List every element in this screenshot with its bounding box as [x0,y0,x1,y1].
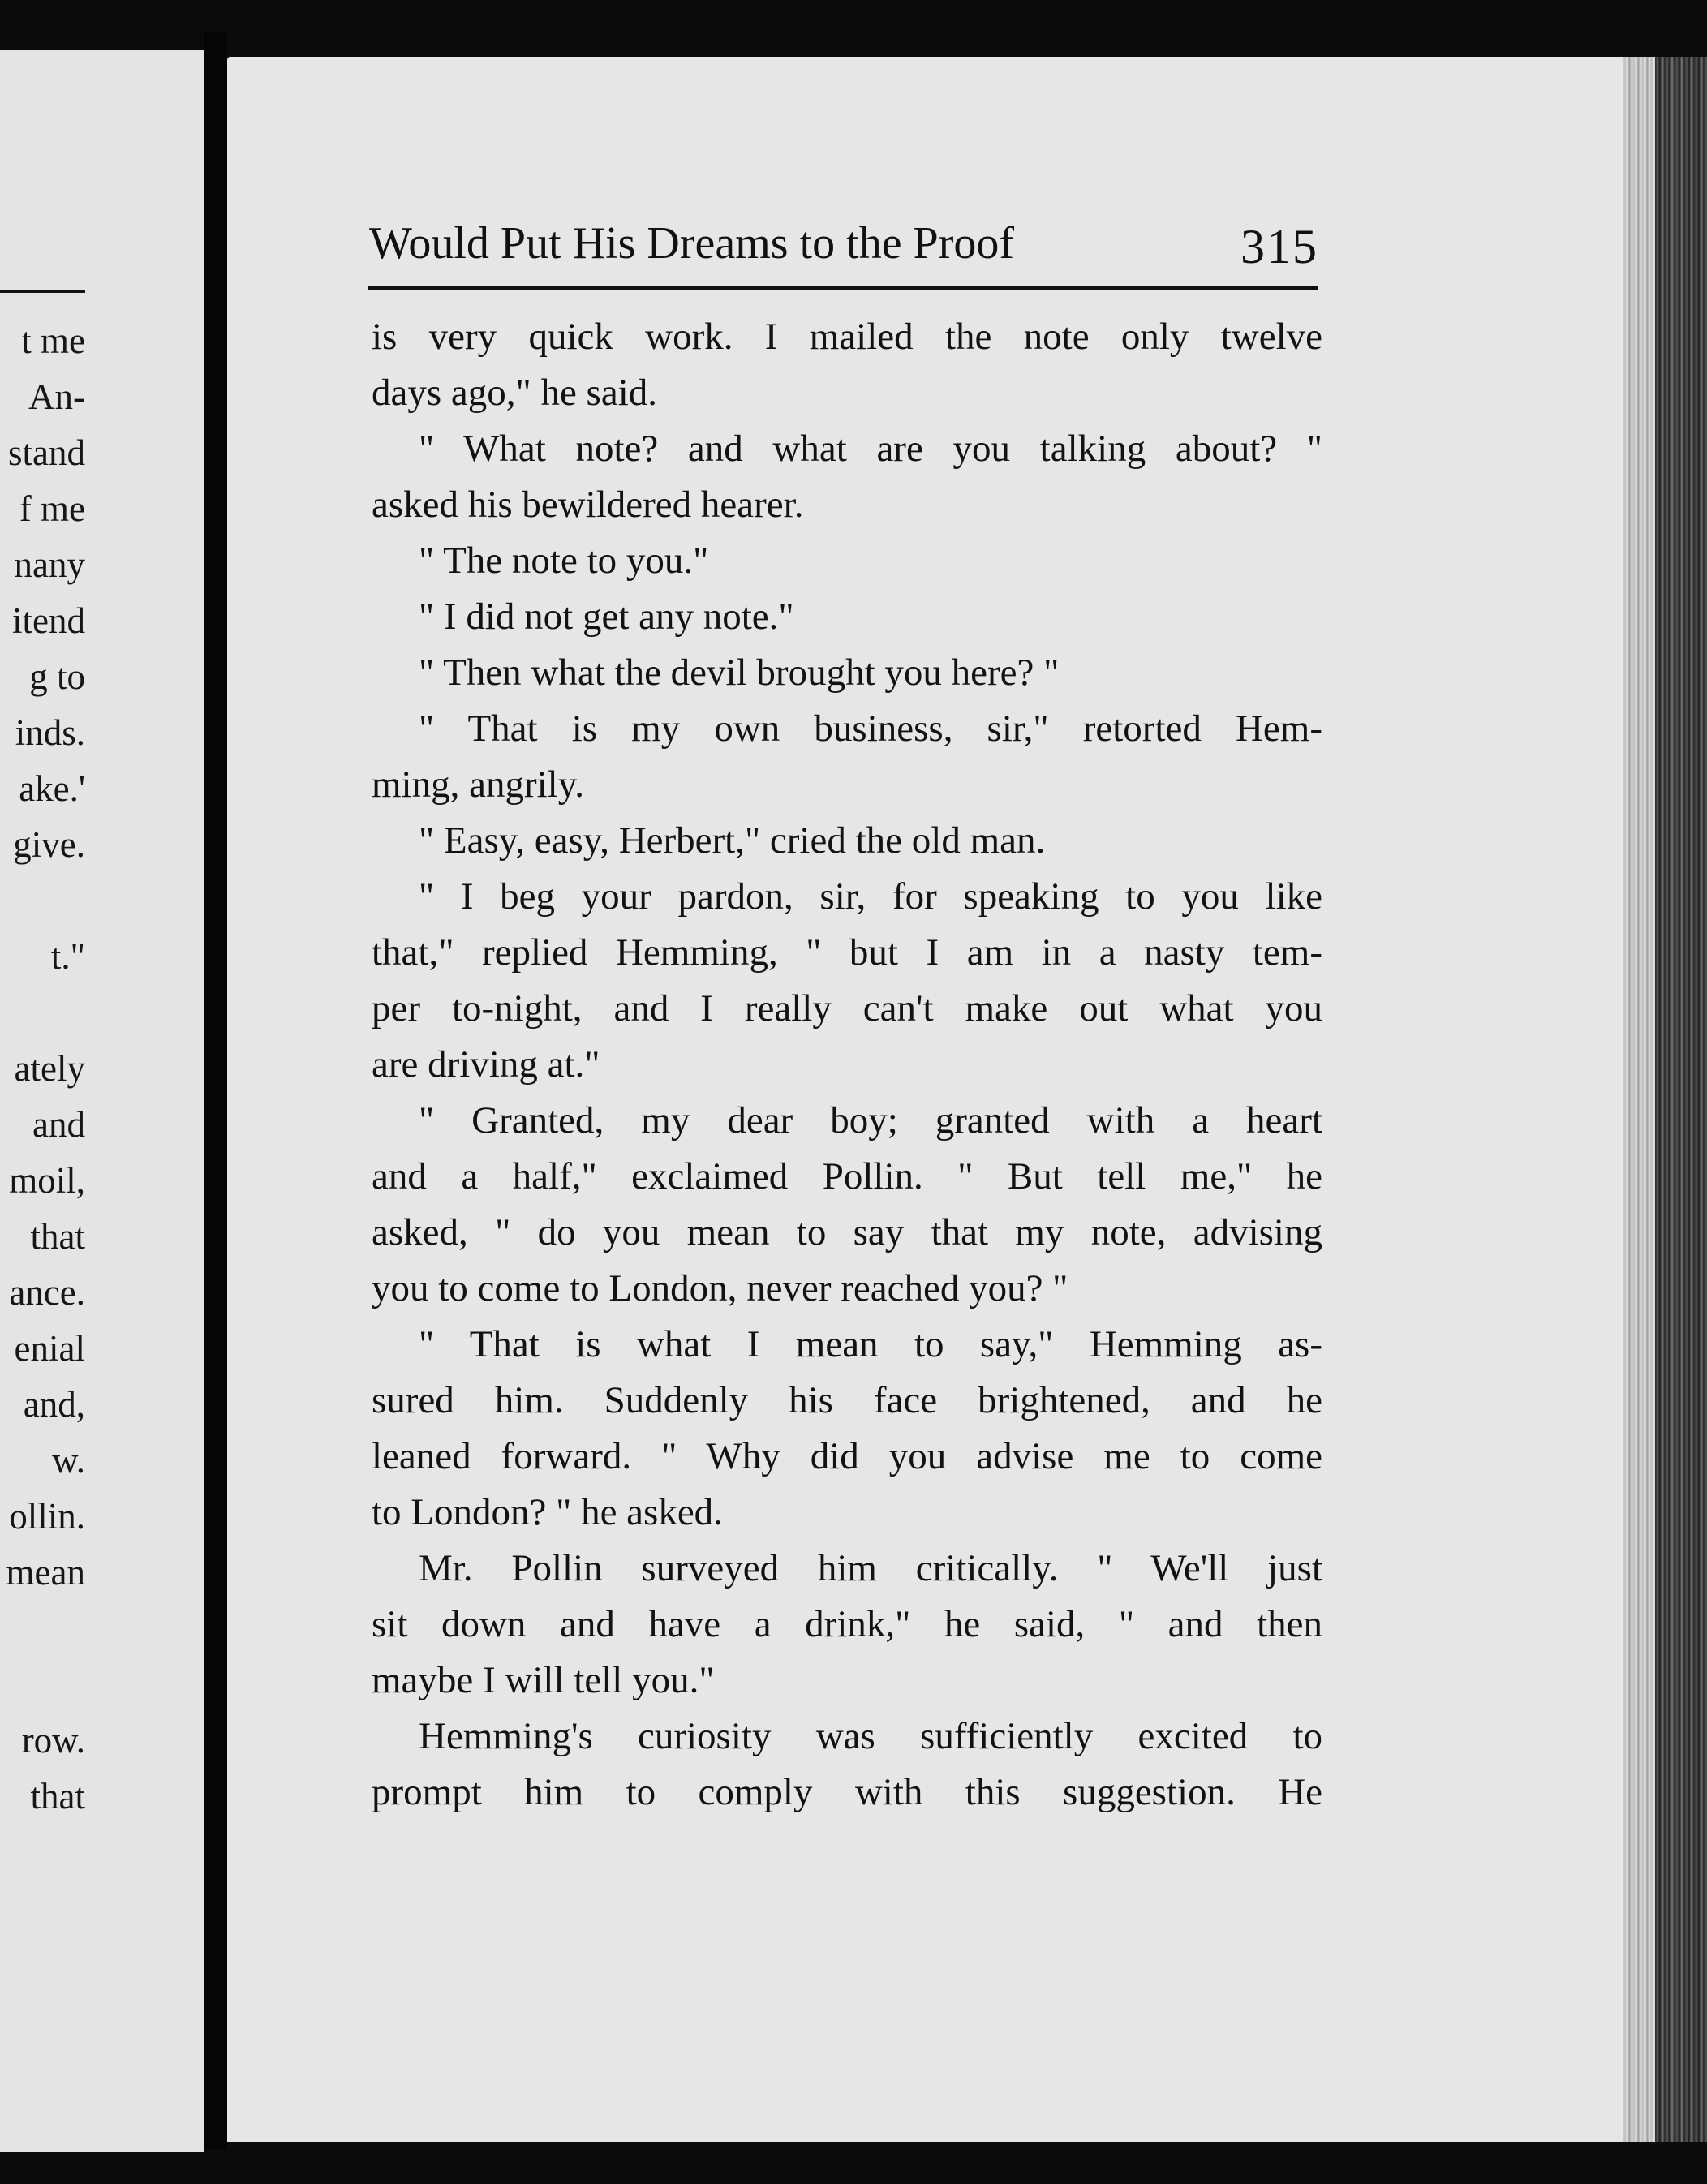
left-line: and, [23,1384,85,1425]
text-line: " That is what I mean to say," Hemming as- [419,1323,1322,1365]
left-line: inds. [15,712,85,753]
page-number: 315 [1240,220,1318,273]
left-line: ance. [9,1272,85,1313]
text-line: you to come to London, never reached you? " [372,1267,1068,1309]
left-line: f me [19,488,85,529]
left-line: give. [13,824,85,865]
text-line: is very quick work. I mailed the note only twelve [372,316,1322,358]
left-line: itend [12,600,85,641]
text-line: maybe I will tell you." [372,1659,715,1701]
text-line: Mr. Pollin surveyed him critically. " We'll just [419,1547,1322,1589]
left-line: moil, [9,1160,85,1201]
left-line: ake.' [19,768,85,809]
text-line: Hemming's curiosity was sufficiently excited to [419,1715,1322,1757]
text-line: " What note? and what are you talking about? " [419,428,1322,470]
text-line: and a half," exclaimed Pollin. " But tell me," he [372,1155,1322,1197]
text-line: asked his bewildered hearer. [372,484,804,526]
left-line: enial [14,1328,85,1369]
left-line: An- [28,376,85,417]
left-line: t me [21,320,85,361]
running-head [369,209,1318,274]
text-line: sured him. Suddenly his face brightened, and he [372,1379,1322,1421]
text-line: to London? " he asked. [372,1491,723,1533]
text-line: " The note to you." [419,540,709,582]
text-line: " Then what the devil brought you here? " [419,651,1060,694]
head-rule [368,286,1318,290]
text-line: per to-night, and I really can't make out what you [372,987,1322,1030]
running-head-title: Would Put His Dreams to the Proof [369,218,1014,269]
text-line: " Granted, my dear boy; granted with a heart [419,1099,1322,1141]
left-line: that [30,1776,85,1816]
text-line: are driving at." [372,1043,600,1086]
book-gutter [204,32,227,2150]
left-line: that [30,1216,85,1257]
text-line: " I beg your pardon, sir, for speaking to you like [419,875,1322,918]
text-line: asked, " do you mean to say that my note, advising [372,1211,1322,1253]
left-line: row. [21,1720,85,1761]
text-line: " That is my own business, sir," retorted Hem- [419,707,1322,750]
left-line: stand [8,432,85,473]
text-line: ming, angrily. [372,763,584,806]
text-line: " I did not get any note." [419,595,794,638]
text-line: leaned forward. " Why did you advise me to come [372,1435,1322,1477]
left-line: nany [14,544,85,585]
text-line: " Easy, easy, Herbert," cried the old man. [419,819,1046,862]
left-page-text [0,0,85,2184]
left-line: mean [6,1552,85,1593]
text-line: sit down and have a drink," he said, " and then [372,1603,1322,1645]
left-line: t." [50,936,85,977]
left-line: ollin. [9,1496,85,1537]
left-line: w. [52,1440,85,1481]
left-line: g to [29,656,85,697]
text-line: days ago," he said. [372,372,658,414]
left-line: ately [14,1048,85,1089]
book-edge-shadow [1655,57,1707,2142]
text-line: prompt him to comply with this suggestion. He [372,1771,1322,1813]
text-line: that," replied Hemming, " but I am in a nasty tem- [372,931,1322,974]
left-line: and [32,1104,85,1145]
